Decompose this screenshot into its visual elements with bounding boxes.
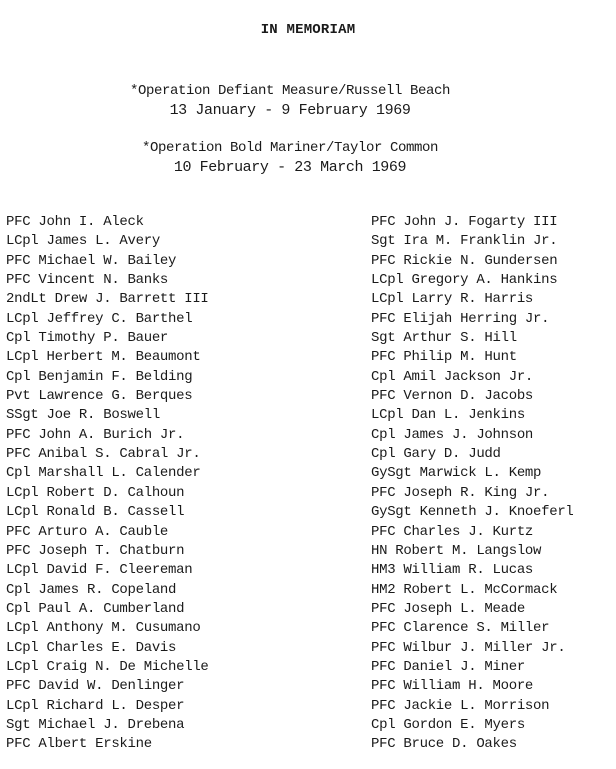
operation-1-name: *Operation Defiant Measure/Russell Beach — [129, 83, 451, 99]
name-entry: Cpl Amil Jackson Jr. — [371, 368, 534, 385]
name-entry: PFC Daniel J. Miner — [371, 658, 525, 675]
name-entry: LCpl Richard L. Desper — [6, 697, 185, 714]
name-entry: Cpl Marshall L. Calender — [6, 465, 201, 482]
name-entry: Cpl James J. Johnson — [371, 426, 534, 443]
name-entry: PFC Joseph T. Chatburn — [6, 542, 185, 559]
name-entry: Cpl James R. Copeland — [6, 581, 177, 598]
operation-1-dates: 13 January - 9 February 1969 — [169, 102, 411, 119]
name-entry: PFC John I. Aleck — [6, 214, 144, 230]
name-entry: LCpl Robert D. Calhoun — [6, 484, 185, 501]
name-entry: PFC Bruce D. Oakes — [371, 736, 517, 753]
name-entry: PFC Anibal S. Cabral Jr. — [6, 446, 201, 463]
name-entry: Cpl Benjamin F. Belding — [6, 368, 193, 385]
operation-1 — [0, 82, 580, 120]
name-entry: Cpl Timothy P. Bauer — [6, 330, 169, 347]
name-entry: Sgt Michael J. Drebena — [6, 716, 185, 733]
name-entry: SSgt Joe R. Boswell — [6, 407, 160, 424]
name-entry: Cpl Paul A. Cumberland — [6, 600, 185, 617]
name-entry: PFC Joseph R. King Jr. — [371, 484, 550, 501]
name-entry: LCpl James L. Avery — [6, 233, 160, 250]
name-entry: PFC Michael W. Bailey — [6, 252, 177, 269]
name-entry: GySgt Kenneth J. Knoeferl — [371, 504, 574, 521]
name-entry: PFC Philip M. Hunt — [371, 349, 517, 366]
name-entry: LCpl Gregory A. Hankins — [371, 272, 558, 289]
name-entry: PFC John A. Burich Jr. — [6, 426, 185, 443]
name-entry: PFC Rickie N. Gundersen — [371, 252, 558, 269]
page-title: IN MEMORIAM — [260, 22, 356, 38]
names-column-left — [6, 213, 209, 755]
name-entry: Sgt Ira M. Franklin Jr. — [371, 233, 558, 250]
names-column-right — [371, 213, 574, 755]
name-entry: LCpl Charles E. Davis — [6, 639, 177, 656]
name-entry: LCpl Jeffrey C. Barthel — [6, 310, 193, 327]
name-entry: PFC Elijah Herring Jr. — [371, 310, 550, 327]
operation-2-dates: 10 February - 23 March 1969 — [173, 159, 407, 176]
operation-2-name: *Operation Bold Mariner/Taylor Common — [141, 140, 439, 156]
name-entry: PFC Jackie L. Morrison — [371, 697, 550, 714]
name-entry: PFC Charles J. Kurtz — [371, 523, 534, 540]
name-entry: PFC John J. Fogarty III — [371, 214, 558, 230]
name-entry: PFC Vernon D. Jacobs — [371, 388, 534, 405]
name-entry: PFC Arturo A. Cauble — [6, 523, 169, 540]
name-entry: PFC William H. Moore — [371, 678, 534, 695]
name-entry: Pvt Lawrence G. Berques — [6, 388, 193, 405]
name-entry: LCpl Ronald B. Cassell — [6, 504, 185, 521]
name-entry: GySgt Marwick L. Kemp — [371, 465, 542, 482]
name-entry: Cpl Gary D. Judd — [371, 446, 501, 463]
name-entry: LCpl Anthony M. Cusumano — [6, 620, 201, 637]
name-entry: PFC Vincent N. Banks — [6, 272, 169, 289]
name-entry: PFC Joseph L. Meade — [371, 600, 525, 617]
name-entry: PFC David W. Denlinger — [6, 678, 185, 695]
name-entry: PFC Clarence S. Miller — [371, 620, 550, 637]
name-entry: LCpl David F. Cleereman — [6, 562, 193, 579]
name-entry: PFC Wilbur J. Miller Jr. — [371, 639, 566, 656]
name-entry: LCpl Herbert M. Beaumont — [6, 349, 201, 366]
operation-2 — [0, 139, 580, 177]
name-entry: 2ndLt Drew J. Barrett III — [6, 291, 209, 308]
name-entry: HM3 William R. Lucas — [371, 562, 534, 579]
name-entry: LCpl Craig N. De Michelle — [6, 658, 209, 675]
name-entry: PFC Albert Erskine — [6, 736, 152, 753]
name-entry: Sgt Arthur S. Hill — [371, 330, 517, 347]
name-entry: HM2 Robert L. McCormack — [371, 581, 558, 598]
name-entry: LCpl Larry R. Harris — [371, 291, 534, 308]
name-entry: Cpl Gordon E. Myers — [371, 716, 525, 733]
name-entry: HN Robert M. Langslow — [371, 542, 542, 559]
name-entry: LCpl Dan L. Jenkins — [371, 407, 525, 424]
